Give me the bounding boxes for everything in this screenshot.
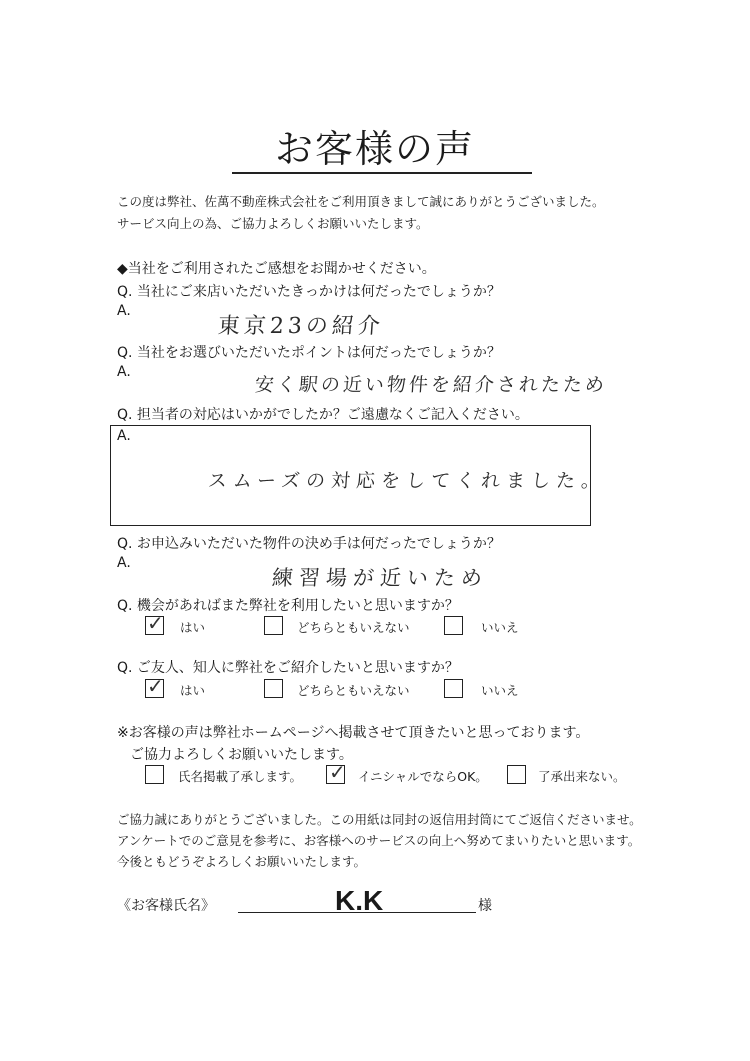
q1-answer: 東京23の紹介 — [216, 314, 385, 339]
publish-initials-ok-label: イニシャルでならOK。 — [358, 769, 488, 784]
q5-yes-label: はい — [180, 620, 206, 635]
page-title: お客様の声 — [274, 127, 475, 171]
customer-name: K.K — [335, 885, 384, 916]
closing-line-3: 今後ともどうぞよろしくお願いいたします。 — [117, 854, 367, 869]
q6-neutral-checkbox[interactable] — [264, 679, 283, 698]
q6-no-checkbox[interactable] — [444, 679, 463, 698]
q6-yes-label: はい — [180, 683, 206, 698]
q5-neutral-checkbox[interactable] — [264, 616, 283, 635]
q5-no-label: いいえ — [481, 620, 519, 635]
q2-answer: 安く駅の近い物件を紹介されたため — [254, 374, 608, 396]
publish-name-ok-checkbox[interactable] — [145, 765, 164, 784]
q2-question: Q. 当社をお選びいただいたポイントは何だったでしょうか？ — [117, 345, 501, 361]
closing-line-2: アンケートでのご意見を参考に、お客様へのサービスの向上へ努めてまいりたいと思います。 — [117, 833, 641, 848]
q5-question: Q. 機会があればまた弊社を利用したいと思いますか？ — [117, 598, 459, 614]
publish-name-ok-label: 氏名掲載了承します。 — [178, 769, 303, 784]
publish-decline-checkbox[interactable] — [507, 765, 526, 784]
q1-question: Q. 当社にご来店いただいたきっかけは何だったでしょうか？ — [117, 284, 501, 300]
customer-name-suffix: 様 — [478, 898, 492, 914]
q5-no-checkbox[interactable] — [444, 616, 463, 635]
q4-answer: 練習場が近いため — [271, 566, 489, 590]
customer-name-label: 《お客様氏名》 — [117, 898, 215, 914]
q6-yes-check-mark: ✓ — [147, 674, 164, 698]
q6-neutral-label: どちらともいえない — [297, 683, 410, 698]
q3-question: Q. 担当者の対応はいかがでしたか？ご遠慮なくご記入ください。 — [117, 407, 529, 423]
q2-answer-label: A. — [117, 364, 131, 380]
publish-request: ご協力よろしくお願いいたします。 — [130, 747, 353, 763]
intro-line-1: この度は弊社、佐萬不動産株式会社をご利用頂きまして誠にありがとうございました。 — [117, 194, 605, 209]
publish-notice: ※お客様の声は弊社ホームページへ掲載させて頂きたいと思っております。 — [117, 725, 590, 741]
publish-decline-label: 了承出来ない。 — [538, 769, 626, 784]
section-heading: ◆当社をご利用されたご感想をお聞かせください。 — [117, 261, 436, 277]
q5-yes-check-mark: ✓ — [147, 611, 164, 635]
q6-no-label: いいえ — [481, 683, 519, 698]
q5-neutral-label: どちらともいえない — [297, 620, 410, 635]
q4-answer-label: A. — [117, 555, 131, 571]
title-underline — [232, 172, 532, 174]
q6-question: Q. ご友人、知人に弊社をご紹介したいと思いますか？ — [117, 660, 459, 676]
customer-name-underline — [238, 912, 476, 913]
q1-answer-label: A. — [117, 303, 131, 319]
q4-question: Q. お申込みいただいた物件の決め手は何だったでしょうか？ — [117, 536, 501, 552]
publish-initials-check-mark: ✓ — [329, 760, 346, 784]
q3-answer-label: A. — [117, 428, 131, 444]
intro-line-2: サービス向上の為、ご協力よろしくお願いいたします。 — [117, 216, 429, 231]
q3-answer: スムーズの対応をしてくれました。 — [207, 470, 607, 492]
closing-line-1: ご協力誠にありがとうございました。この用紙は同封の返信用封筒にてご返信くださいませ。 — [117, 812, 642, 827]
